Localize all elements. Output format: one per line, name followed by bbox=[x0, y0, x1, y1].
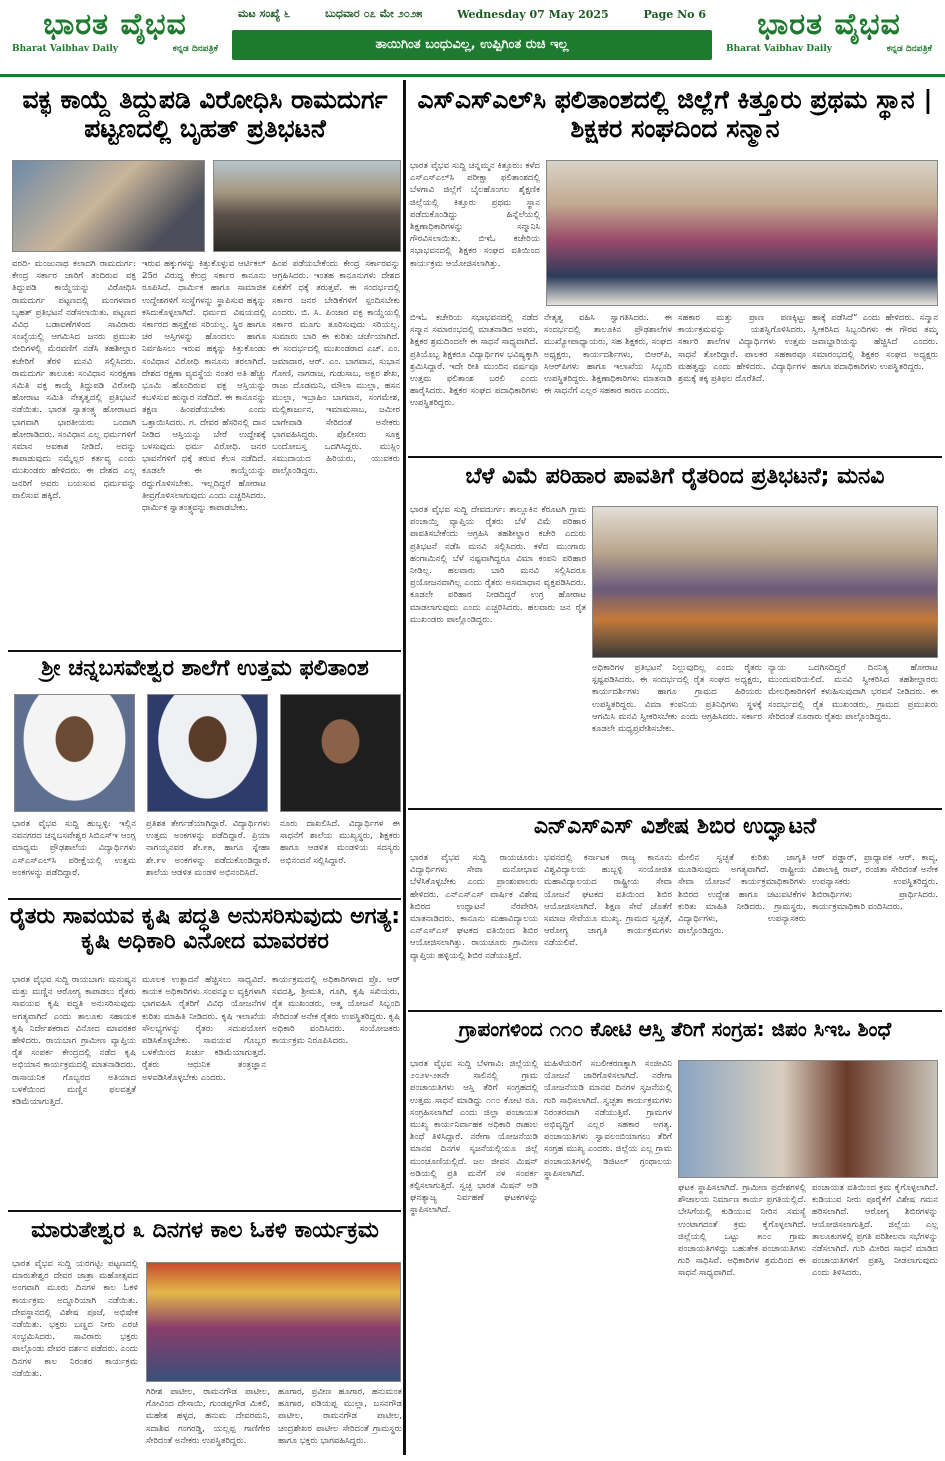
nss-body-col2: ಭವನದಲ್ಲಿ ಕರ್ನಾಟಕ ರಾಜ್ಯ ಕಾನೂನು ವಿಶ್ವವಿದ್ಯಾಲಯ ಹುಬ್ಬಳ್ಳಿ ಸಂಯೋಜಿತ ಮಹಾವಿದ್ಯಾಲಯದ ರಾಷ್ಟ್ರೀಯ ಸೇವಾ ಯೋಜನೆ ಘಟಕದ ವತಿಯಿಂದ ಶಿಬಿರ ಆಯೋಜಿಸಲಾಗಿದೆ. ಶಿಕ್ಷಣ ಸೇವೆ ಜೊತೆಗೆ ಸಮಾಜ ಸೇವೆಯೂ ಮುಖ್ಯ. ಗ್ರಾಮದ ಸ್ವಚ್ಛತೆ, ಆರೋಗ್ಯ ಜಾಗೃತಿ ಕಾರ್ಯಕ್ರಮಗಳು ನಡೆಯಲಿವೆ. bbox=[544, 853, 672, 949]
waqf-body-col3: ಹಿಂಪ ಪಡೆಯಬೇಕೆಂದು ಕೇಂದ್ರ ಸರ್ಕಾರವನ್ನು ಆಗ್ರಹಿಸಿದರು. ಇಂತಹ ಕಾನೂನುಗಳು ದೇಶದ ಏಕತೆಗೆ ಧಕ್ಕೆ ತರುತ್ತವೆ. ಈ ಸಂದರ್ಭದಲ್ಲಿ ಸರ್ಕಾರ ಜನರ ಬೇಡಿಕೆಗಳಿಗೆ ಸ್ಪಂದಿಸಬೇಕು ಎಂದರು. ಬಿ. ಸಿ. ಪಿಂಜಾರ ವಕ್ಫ ಕಾಯ್ದೆಯಲ್ಲಿ ಸರ್ಕಾರ ಮೂಗು ತೂರಿಸುವುದು ಸರಿಯಲ್ಲ. ಸುಮಾರು ಬಾರಿ ಈ ಕುರಿತು ಚರ್ಚೆಯಾಗಿದೆ. ಈ ಸಂದರ್ಭದಲ್ಲಿ ಮುಖಂಡರಾದ ಎಚ್. ಎಂ. ಜಮಾದಾರ, ಆರ್. ಎಂ. ಬಾಗವಾನ, ಸುಭಾನ ಗೋಣಿ, ನಾಗರಾಜ, ಗುಡುಸಾಬ, ಅಕ್ಬರ ಶೇಖ, ರಾಜು ದೊಡಮನಿ, ಮೌಲಾ ಮುಲ್ಲಾ, ಹಸನ ಮುಲ್ಲಾ, ಇಬ್ರಾಹಿಂ ಬಾಗವಾನ, ಸಂಗಮೇಶ, ಮಲ್ಲಿಕಾರ್ಜುನ, ಇಮಾಮಸಾಬ, ಜಮೀರ ಬಾಗೇವಾಡಿ ಸೇರಿದಂತೆ ಅನೇಕರು ಭಾಗವಹಿಸಿದ್ದರು. ಪೊಲೀಸರು ಸೂಕ್ತ ಬಂದೋಬಸ್ತ ಒದಗಿಸಿದ್ದರು. ಮುಸ್ಲಿಂ ಸಮುದಾಯದ ಹಿರಿಯರು, ಯುವಕರು ಪಾಲ್ಗೊಂಡಿದ್ದರು. bbox=[272, 259, 400, 477]
headline-gram-panchayat-tax: ಗ್ರಾಪಂಗಳಿಂದ ೧೧೦ ಕೋಟಿ ಆಸ್ತಿ ತೆರಿಗೆ ಸಂಗ್ರಹ: ಜಿಪಂ ಸಿಇಒ ಶಿಂಧೆ bbox=[458, 1017, 892, 1041]
photo-sslc-felicitation bbox=[546, 160, 938, 306]
divider bbox=[8, 1210, 401, 1212]
photo-waqf-delegation bbox=[12, 160, 205, 252]
sslc-body-col3: ಸಹಕಾರ ಮತ್ತು ಪ್ರಾಣ ಪಣಕ್ಕಿಟ್ಟು ಕಾರ್ಯಕ್ರಮವನ್ನು ಯಶಸ್ವಿಗೊಳಿಸಿದರು. ಸರ್ಕಾರಿ ಶಾಲೆಗಳ ವಿದ್ಯಾರ್ಥಿಗಳು ಉತ್ತಮ ಸಾಧನೆ ತೋರಿದ್ದಾರೆ. ಪಾಲಕರ ಸಹಕಾರವೂ ಮಹತ್ವದ್ದು ಎಂದು ಹೇಳಿದರು. ವಿದ್ಯಾರ್ಥಿಗಳ ಶ್ರಮಕ್ಕೆ ತಕ್ಕ ಪ್ರತಿಫಲ ದೊರೆತಿದೆ. bbox=[678, 313, 806, 385]
logo-sub-kn: ಕನ್ನಡ ದಿನಪತ್ರಿಕೆ bbox=[172, 44, 218, 54]
sslc-body-col1: ಬಿಇಓ ಕಚೇರಿಯ ಸಭಾಭವನದಲ್ಲಿ ನಡೆದ ಸನ್ಮಾನ ಸಮಾರಂಭದಲ್ಲಿ ಮಾತನಾಡಿದ ಅವರು, ಶಿಕ್ಷಕರ ಶ್ರಮದಿಂದಲೇ ಈ ಸಾಧನೆ ಸಾಧ್ಯವಾಗಿದೆ. ಪ್ರತಿಯೊಬ್ಬ ಶಿಕ್ಷಕರೂ ವಿದ್ಯಾರ್ಥಿಗಳ ಭವಿಷ್ಯಕ್ಕಾಗಿ ಶ್ರಮಿಸಿದ್ದಾರೆ. ಇದೇ ರೀತಿ ಮುಂದಿನ ವರ್ಷವೂ ಉತ್ತಮ ಫಲಿತಾಂಶ ಬರಲಿ ಎಂದು ಹಾರೈಸಿದರು. ಶಿಕ್ಷಕರ ಸಂಘದ ಪದಾಧಿಕಾರಿಗಳು ಉಪಸ್ಥಿತರಿದ್ದರು. bbox=[410, 313, 538, 409]
sslc-body-col4: ಹಾಕ್ಕೆ ಪಡೆಸಿದೆ” ಎಂದು ಹೇಳಿದರು. ಸನ್ಮಾನ ಸ್ವೀಕರಿಸಿದ ಸಿಬ್ಬಂದಿಗಳು ಈ ಗೌರವ ತಮ್ಮ ಜವಾಬ್ದಾರಿಯನ್ನು ಹೆಚ್ಚಿಸಿದೆ ಎಂದರು. ಸಮಾರಂಭದಲ್ಲಿ ಶಿಕ್ಷಕರ ಸಂಘದ ಅಧ್ಯಕ್ಷರು ಹಾಗೂ ಪದಾಧಿಕಾರಿಗಳು ಉಪಸ್ಥಿತರಿದ್ದರು. bbox=[812, 313, 938, 372]
grapa-body-col2: ಮಹಿಳೆಯರಿಗೆ ಸಬಲೀಕರಣಕ್ಕಾಗಿ ಸಂಜೀವಿನಿ ಯೋಜನೆ ಜಾರಿಗೊಳಿಸಲಾಗಿದೆ. ನರೇಗಾ ಯೋಜನೆಯಡಿ ಮಾನವ ದಿನಗಳ ಸೃಜನೆಯಲ್ಲಿ ಗುರಿ ಸಾಧಿಸಲಾಗಿದೆ. ಸ್ವಚ್ಛತಾ ಕಾರ್ಯಕ್ರಮಗಳು ನಿರಂತರವಾಗಿ ನಡೆಯುತ್ತಿವೆ. ಗ್ರಾಮಗಳ ಅಭಿವೃದ್ಧಿಗೆ ಎಲ್ಲರ ಸಹಕಾರ ಅಗತ್ಯ. ಪಂಚಾಯತಿಗಳು ಸ್ವಾವಲಂಬಿಯಾಗಲು ತೆರಿಗೆ ಸಂಗ್ರಹ ಮುಖ್ಯ ಎಂದರು. ಜಿಲ್ಲೆಯ ಎಲ್ಲ ಗ್ರಾಮ ಪಂಚಾಯತಿಗಳಲ್ಲಿ ಡಿಜಿಟಲ್ ಗ್ರಂಥಾಲಯ ಸ್ಥಾಪಿಸಲಾಗಿದೆ. bbox=[544, 1059, 672, 1179]
grapa-body-col3: ಘಟಕ ಸ್ಥಾಪಿಸಲಾಗಿದೆ. ಗ್ರಾಮೀಣ ಪ್ರದೇಶಗಳಲ್ಲಿ ಶೌಚಾಲಯ ನಿರ್ಮಾಣ ಕಾರ್ಯ ಪ್ರಗತಿಯಲ್ಲಿದೆ. ಬೇಸಿಗೆಯಲ್ಲಿ ಕುಡಿಯುವ ನೀರಿನ ಸಮಸ್ಯೆ ಉಂಟಾಗದಂತೆ ಕ್ರಮ ಕೈಗೊಳ್ಳಲಾಗಿದೆ. ಜಿಲ್ಲೆಯಲ್ಲಿ ಒಟ್ಟು ೫೦೦ ಗ್ರಾಮ ಪಂಚಾಯತಿಗಳಿದ್ದು ಬಹುತೇಕ ಪಂಚಾಯತಿಗಳು ಗುರಿ ಸಾಧಿಸಿವೆ. ಅಧಿಕಾರಿಗಳ ಶ್ರಮದಿಂದ ಈ ಸಾಧನೆ ಸಾಧ್ಯವಾಗಿದೆ. bbox=[678, 1183, 806, 1279]
photo-farmers-protest bbox=[592, 506, 938, 658]
logo-text: ಭಾರತ ವೈಭವ bbox=[43, 7, 187, 42]
masthead-strip bbox=[232, 4, 712, 66]
headline-maruteshwar: ಮಾರುತೇಶ್ವರ ೩ ದಿನಗಳ ಕಾಲ ಓಕಳಿ ಕಾರ್ಯಕ್ರಮ bbox=[31, 1218, 379, 1243]
headline-waqf: ವಕ್ಫ ಕಾಯ್ದೆ ತಿದ್ದುಪಡಿ ವಿರೋಧಿಸಿ ರಾಮದುರ್ಗ ಪಟ್ಟಣದಲ್ಲಿ ಬೃಹತ್ ಪ್ರತಿಭಟನೆ bbox=[22, 85, 388, 143]
divider bbox=[8, 898, 401, 900]
headline-nss-camp: ಎನ್‌ಎಸ್‌ಎಸ್ ವಿಶೇಷ ಶಿಬಿರ ಉದ್ಘಾಟನೆ bbox=[533, 814, 817, 839]
date-kannada: ಬುಧವಾರ ೦೭ ಮೇ ೨೦೨೫ bbox=[324, 7, 423, 20]
tagline: ತಾಯಿಗಿಂತ ಬಂಧುವಿಲ್ಲ, ಉಪ್ಪಿಗಿಂತ ರುಚಿ ಇಲ್ಲ bbox=[232, 30, 712, 60]
masthead-logo-left bbox=[6, 6, 224, 66]
nss-body-col1: ಭಾರತ ವೈಭವ ಸುದ್ದಿ ರಾಯಚೂರು: ವಿದ್ಯಾರ್ಥಿಗಳು ಸೇವಾ ಮನೋಭಾವ ಬೆಳೆಸಿಕೊಳ್ಳಬೇಕು ಎಂದು ಪ್ರಾಂಶುಪಾಲರು ಹೇಳಿದರು. ಎನ್‌ಎಸ್‌ಎಸ್ ವಾರ್ಷಿಕ ವಿಶೇಷ ಶಿಬಿರದ ಉದ್ಘಾಟನೆ ನೆರವೇರಿಸಿ ಮಾತನಾಡಿದರು. ಕಾನೂನು ಮಹಾವಿದ್ಯಾಲಯ ಎನ್‌ಎಸ್‌ಎಸ್ ಘಟಕದ ವತಿಯಿಂದ ಶಿಬಿರ ಆಯೋಜಿಸಲಾಗಿತ್ತು. ರಾಯಚೂರು ಗ್ರಾಮೀಣ ವ್ಯಾಪ್ತಿಯ ಹಳ್ಳಿಯಲ್ಲಿ ಶಿಬಿರ ನಡೆಯುತ್ತಿದೆ. bbox=[410, 853, 538, 961]
column-divider bbox=[403, 80, 406, 1455]
channa-body-col2: ಪ್ರತಿಶತ ತೇರ್ಗಡೆಯಾಗಿದ್ದಾರೆ. ವಿದ್ಯಾರ್ಥಿಗಳು ಉತ್ತಮ ಅಂಕಗಳನ್ನು ಪಡೆದಿದ್ದಾರೆ. ಪ್ರಿಯಾ ನಾಗಯ್ಯನವರ ಶೇ.೯೫, ಹಾಗೂ ಸ್ನೇಹಾ ಶೇ.೯೪ ಅಂಕಗಳನ್ನು ಪಡೆದುಕೊಂಡಿದ್ದಾರೆ. ಶಾಲೆಯ ಆಡಳಿತ ಮಂಡಳಿ ಅಭಿನಂದಿಸಿದೆ. bbox=[146, 819, 270, 878]
maruti-body-col1: ಭಾರತ ವೈಭವ ಸುದ್ದಿ ಯರಗಟ್ಟಿ: ಪಟ್ಟಣದಲ್ಲಿ ಮಾರುತೇಶ್ವರ ದೇವರ ಜಾತ್ರಾ ಮಹೋತ್ಸವದ ಅಂಗವಾಗಿ ಮೂರು ದಿನಗಳ ಕಾಲ ಓಕಳಿ ಕಾರ್ಯಕ್ರಮ ಅದ್ದೂರಿಯಾಗಿ ನಡೆಯಿತು. ದೇವಸ್ಥಾನದಲ್ಲಿ ವಿಶೇಷ ಪೂಜೆ, ಅಭಿಷೇಕ ನಡೆಯಿತು. ಭಕ್ತರು ಬಣ್ಣದ ನೀರು ಎರಚಿ ಸಂಭ್ರಮಿಸಿದರು. ಸಾವಿರಾರು ಭಕ್ತರು ಪಾಲ್ಗೊಂಡು ದೇವರ ದರ್ಶನ ಪಡೆದರು. ಎಂದು ದಿನಗಳ ಕಾಲ ನಿರಂತರ ಕಾರ್ಯಕ್ರಮ ನಡೆಯಿತು. bbox=[12, 1259, 138, 1379]
divider bbox=[408, 1010, 942, 1012]
channa-body-col1: ಭಾರತ ವೈಭವ ಸುದ್ದಿ ಹುಬ್ಬಳ್ಳಿ: ಇಲ್ಲಿನ ನವನಗರದ ಚನ್ನಬಸವೇಶ್ವರ ಸಿಬಿಎಸ್‌ಇ ಆಂಗ್ಲ ಮಾಧ್ಯಮ ಪ್ರೌಢಶಾಲೆಯ ವಿದ್ಯಾರ್ಥಿಗಳು ಎಸ್‌ಎಸ್‌ಎಲ್‌ಸಿ ಪರೀಕ್ಷೆಯಲ್ಲಿ ಉತ್ತಮ ಅಂಕಗಳನ್ನು ಪಡೆದಿದ್ದಾರೆ. bbox=[12, 819, 136, 878]
nss-body-col3: ಮೇಲಿನ ಸ್ವಚ್ಛತೆ ಕುರಿತು ಜಾಗೃತಿ ಮೂಡಿಸುವುದು ಅಗತ್ಯವಾಗಿದೆ. ರಾಷ್ಟ್ರೀಯ ಸೇವಾ ಯೋಜನೆ ಕಾರ್ಯಕ್ರಮಾಧಿಕಾರಿಗಳು ಶಿಬಿರದ ಉದ್ದೇಶ ಹಾಗೂ ಚಟುವಟಿಕೆಗಳ ಕುರಿತು ಮಾಹಿತಿ ನೀಡಿದರು. ಗ್ರಾಮಸ್ಥರು, ವಿದ್ಯಾರ್ಥಿಗಳು, ಉಪನ್ಯಾಸಕರು ಪಾಲ್ಗೊಂಡಿದ್ದರು. bbox=[678, 853, 806, 937]
date-english: Wednesday 07 May 2025 bbox=[457, 7, 609, 21]
photo-ceo-shinde bbox=[678, 1060, 938, 1178]
logo-text: ಭಾರತ ವೈಭವ bbox=[757, 7, 901, 42]
waqf-body-col1: ವರದಿ- ಮಂಜುನಾಥ ಕಲಾದಗಿ ರಾಮದುರ್ಗ: ಕೇಂದ್ರ ಸರ್ಕಾರ ಜಾರಿಗೆ ತಂದಿರುವ ವಕ್ಫ ತಿದ್ದುಪಡಿ ಕಾಯ್ದೆಯನ್ನು ವಿರೋಧಿಸಿ ರಾಮದುರ್ಗ ಪಟ್ಟಣದಲ್ಲಿ ಮಂಗಳವಾರ ಬೃಹತ್ ಪ್ರತಿಭಟನೆ ನಡೆಸಲಾಯಿತು. ಪಟ್ಟಣದ ವಿವಿಧ ಬಡಾವಣೆಗಳಿಂದ ಸಾವಿರಾರು ಸಂಖ್ಯೆಯಲ್ಲಿ ಆಗಮಿಸಿದ ಜನರು ಪ್ರಮುಖ ಬೀದಿಗಳಲ್ಲಿ ಮೆರವಣಿಗೆ ನಡೆಸಿ ತಹಶೀಲ್ದಾರ ಕಚೇರಿಗೆ ತೆರಳಿ ಮನವಿ ಸಲ್ಲಿಸಿದರು. ರಾಮದುರ್ಗ ತಾಲೂಕು ಸಂವಿಧಾನ ಸಂರಕ್ಷಣಾ ಸಮಿತಿ ವಕ್ಫ ಕಾಯ್ದೆ ತಿದ್ದುಪಡಿ ವಿರೋಧಿ ಹೋರಾಟ ಸಮಿತಿ ನೇತೃತ್ವದಲ್ಲಿ ಪ್ರತಿಭಟನೆ ನಡೆಯಿತು. ಭಾರತ ಸ್ವಾತಂತ್ರ್ಯ ಹೋರಾಟದ ಭಾಗವಾಗಿ ಭಾರತೀಯರು ಒಂದಾಗಿ ಹೋರಾಡಿದರು. ಸಂವಿಧಾನ ಎಲ್ಲ ಧರ್ಮಗಳಿಗೆ ಸಮಾನ ಅವಕಾಶ ನೀಡಿದೆ. ಅದನ್ನು ಕಾಪಾಡುವುದು ನಮ್ಮೆಲ್ಲರ ಕರ್ತವ್ಯ ಎಂದು ಮುಖಂಡರು ಹೇಳಿದರು. ಈ ದೇಶದ ಎಲ್ಲ ಜನರಿಗೆ ಅವರು ಬಯಸುವ ಧರ್ಮವನ್ನು ಪಾಲಿಸುವ ಹಕ್ಕಿದೆ. bbox=[12, 259, 136, 501]
photo-student-1 bbox=[14, 694, 135, 812]
photo-waqf-protest-crowd bbox=[213, 160, 401, 252]
masthead-logo-right bbox=[720, 6, 938, 66]
divider bbox=[408, 808, 942, 810]
headline-crop-insurance: ಬೆಳೆ ವಿಮೆ ಪರಿಹಾರ ಪಾವತಿಗೆ ರೈತರಿಂದ ಪ್ರತಿಭಟನೆ; ಮನವಿ bbox=[465, 464, 885, 489]
page-number: Page No 6 bbox=[643, 7, 706, 21]
headline-organic-farming: ರೈತರು ಸಾವಯವ ಕೃಷಿ ಪದ್ಧತಿ ಅನುಸರಿಸುವುದು ಅಗತ್ಯ: ಕೃಷಿ ಅಧಿಕಾರಿ ವಿನೋದ ಮಾವರಕರ bbox=[10, 904, 400, 955]
masthead-rule bbox=[0, 74, 945, 77]
logo-sub-kn: ಕನ್ನಡ ದಿನಪತ್ರಿಕೆ bbox=[886, 44, 932, 54]
photo-student-2 bbox=[147, 694, 268, 812]
grapa-body-col4: ಪಂಚಾಯತ ವತಿಯಿಂದ ಕ್ರಮ ಕೈಗೊಳ್ಳಲಾಗಿದೆ. ಕುಡಿಯುವ ನೀರು ಪೂರೈಕೆಗೆ ವಿಶೇಷ ಗಮನ ಹರಿಸಲಾಗಿದೆ. ಆರೋಗ್ಯ ಶಿಬಿರಗಳನ್ನು ಆಯೋಜಿಸಲಾಗುತ್ತಿದೆ. ಜಿಲ್ಲೆಯ ಎಲ್ಲ ತಾಲೂಕುಗಳಲ್ಲಿ ಪ್ರಗತಿ ಪರಿಶೀಲನಾ ಸಭೆಗಳನ್ನು ನಡೆಸಲಾಗಿದೆ. ಗುರಿ ಮೀರಿದ ಸಾಧನೆ ಮಾಡಿದ ಪಂಚಾಯತಿಗಳಿಗೆ ಪ್ರಶಸ್ತಿ ನೀಡಲಾಗುವುದು ಎಂದು ತಿಳಿಸಿದರು. bbox=[812, 1183, 938, 1279]
bele-body-col2: ಅಧಿಕಾರಿಗಳ ಪ್ರತಿಭಟನೆ ನಿಲ್ಲುವುದಿಲ್ಲ ಎಂದು ರೈತರು ಸ್ಪಷ್ಟಪಡಿಸಿದರು. ಈ ಸಂದರ್ಭದಲ್ಲಿ ರೈತ ಸಂಘದ ಅಧ್ಯಕ್ಷರು, ಕಾರ್ಯದರ್ಶಿಗಳು ಹಾಗೂ ಗ್ರಾಮದ ಹಿರಿಯರು ಉಪಸ್ಥಿತರಿದ್ದರು. ವಿಮಾ ಕಂಪನಿಯ ಪ್ರತಿನಿಧಿಗಳು ಸ್ಥಳಕ್ಕೆ ಆಗಮಿಸಿ ಮನವಿ ಸ್ವೀಕರಿಸಬೇಕು ಎಂದು ಆಗ್ರಹಿಸಿದರು. ಸರ್ಕಾರ ಕೂಡಲೇ ಮಧ್ಯಪ್ರವೇಶಿಸಬೇಕು. bbox=[592, 663, 762, 735]
logo-sub-en: Bharat Vaibhav Daily bbox=[12, 44, 118, 54]
nss-body-col4: ಆರ್ ಪಡ್ಡಾರ್, ಪ್ರಾಧ್ಯಾಪಕ ಆರ್. ಕಾವ್ಯ, ವಿಶಾಲಾಕ್ಷಿ ರಾವ್, ರಂಜಿತಾ ಸೇರಿದಂತೆ ಅನೇಕ ಉಪನ್ಯಾಸಕರು ಉಪಸ್ಥಿತರಿದ್ದರು. ಶಿಬಿರಾರ್ಥಿಗಳು ಪ್ರಾರ್ಥಿಸಿದರು. ಕಾರ್ಯಕ್ರಮಾಧಿಕಾರಿ ವಂದಿಸಿದರು. bbox=[812, 853, 938, 912]
divider bbox=[408, 456, 942, 458]
maruti-caption-col1: ಗಿರೀಶ ಪಾಟೀಲ, ರಾಮನಗೌಡ ಪಾಟೀಲ, ಗೋವಿಂದ ದೇಸಾಯಿ, ಗುಂಡಪ್ಪಗೌಡ ಮಿಕಲಿ, ಮಹೇಶ ಹಳ್ಳದ, ಹನುಮ ದೇವರಮನಿ, ಸದಾಶಿವ ಗಂಗರಡ್ಡಿ, ಯಲ್ಲಪ್ಪ ಗಾಣಿಗೇರ ಸೇರಿದಂತೆ ಅನೇಕರು ಉಪಸ್ಥಿತರಿದ್ದರು. bbox=[146, 1387, 270, 1446]
logo-sub-en: Bharat Vaibhav Daily bbox=[726, 44, 832, 54]
bele-body-col3: ನ್ಯಾಯ ಒದಗಿಸದಿದ್ದರೆ ದಿನನಿತ್ಯ ಹೋರಾಟ ಮುಂದುವರಿಯಲಿದೆ. ಮನವಿ ಸ್ವೀಕರಿಸಿದ ತಹಶೀಲ್ದಾರರು ಮೇಲಧಿಕಾರಿಗಳಿಗೆ ಕಳುಹಿಸುವುದಾಗಿ ಭರವಸೆ ನೀಡಿದರು. ಈ ಸಂದರ್ಭದಲ್ಲಿ ರೈತ ಮುಖಂಡರು, ಗ್ರಾಮದ ಪ್ರಮುಖರು ಸೇರಿದಂತೆ ನೂರಾರು ರೈತರು ಪಾಲ್ಗೊಂಡಿದ್ದರು. bbox=[768, 663, 938, 722]
raitha-body-col2: ಮೂಲಕ ಉತ್ಪಾದನೆ ಹೆಚ್ಚಿಸಲು ಸಾಧ್ಯವಿದೆ. ಕಾಯಕ ಅಧಿಕಾರಿಗಳು ಸಂಪನ್ಮೂಲ ವ್ಯಕ್ತಿಗಳಾಗಿ ಭಾಗವಹಿಸಿ ರೈತರಿಗೆ ವಿವಿಧ ಯೋಜನೆಗಳ ಕುರಿತು ಮಾಹಿತಿ ನೀಡಿದರು. ಕೃಷಿ ಇಲಾಖೆಯ ಸೌಲಭ್ಯಗಳನ್ನು ರೈತರು ಸದುಪಯೋಗ ಪಡಿಸಿಕೊಳ್ಳಬೇಕು. ಸಾವಯವ ಗೊಬ್ಬರ ಬಳಕೆಯಿಂದ ಖರ್ಚು ಕಡಿಮೆಯಾಗುತ್ತದೆ. ರೈತರು ಆಧುನಿಕ ತಂತ್ರಜ್ಞಾನ ಅಳವಡಿಸಿಕೊಳ್ಳಬೇಕು ಎಂದರು. bbox=[142, 975, 266, 1083]
sslc-body-col2: ನೇತೃತ್ವ ವಹಿಸಿ ಸ್ವಾಗತಿಸಿದರು. ಈ ಸಂದರ್ಭದಲ್ಲಿ ತಾಲೂಕಿನ ಪ್ರೌಢಶಾಲೆಗಳ ಮುಖ್ಯೋಪಾಧ್ಯಾಯರು, ಸಹ ಶಿಕ್ಷಕರು, ಸಂಘದ ಅಧ್ಯಕ್ಷರು, ಕಾರ್ಯದರ್ಶಿಗಳು, ಬಿಆರ್‌ಪಿ, ಸಿಆರ್‌ಪಿಗಳು ಹಾಗೂ ಇಲಾಖೆಯ ಸಿಬ್ಬಂದಿ ಉಪಸ್ಥಿತರಿದ್ದರು. ಶಿಕ್ಷಣಾಧಿಕಾರಿಗಳು ಮಾತನಾಡಿ ಈ ಸಾಧನೆಗೆ ಎಲ್ಲರ ಸಹಕಾರ ಕಾರಣ ಎಂದರು. bbox=[544, 313, 672, 397]
photo-student-3 bbox=[280, 694, 401, 812]
grapa-body-col1: ಭಾರತ ವೈಭವ ಸುದ್ದಿ ಬೆಳಗಾವಿ: ಜಿಲ್ಲೆಯಲ್ಲಿ ೨೦೨೪-೨೫ನೇ ಸಾಲಿನಲ್ಲಿ ಗ್ರಾಮ ಪಂಚಾಯತಿಗಳು ಆಸ್ತಿ ತೆರಿಗೆ ಸಂಗ್ರಹದಲ್ಲಿ ಉತ್ತಮ ಸಾಧನೆ ಮಾಡಿದ್ದು ೧೧೦ ಕೋಟಿ ರೂ. ಸಂಗ್ರಹಿಸಲಾಗಿದೆ ಎಂದು ಜಿಲ್ಲಾ ಪಂಚಾಯತ ಮುಖ್ಯ ಕಾರ್ಯನಿರ್ವಾಹಕ ಅಧಿಕಾರಿ ರಾಹುಲ ಶಿಂಧೆ ತಿಳಿಸಿದ್ದಾರೆ. ನರೇಗಾ ಯೋಜನೆಯಡಿ ಮಾನವ ದಿನಗಳ ಸೃಜನೆಯಲ್ಲಿಯೂ ಜಿಲ್ಲೆ ಮುಂಚೂಣಿಯಲ್ಲಿದೆ. ಜಲ ಜೀವನ ಮಿಷನ್ ಅಡಿಯಲ್ಲಿ ಪ್ರತಿ ಮನೆಗೆ ನಳ ಸಂಪರ್ಕ ಕಲ್ಪಿಸಲಾಗುತ್ತಿದೆ. ಸ್ವಚ್ಛ ಭಾರತ ಮಿಷನ್ ಅಡಿ ಘನತ್ಯಾಜ್ಯ ನಿರ್ವಹಣೆ ಘಟಕಗಳನ್ನು ಸ್ಥಾಪಿಸಲಾಗಿದೆ. bbox=[410, 1059, 538, 1216]
headline-channabasaveshwara: ಶ್ರೀ ಚನ್ನಬಸವೇಶ್ವರ ಶಾಲೆಗೆ ಉತ್ತಮ ಫಲಿತಾಂಶ bbox=[41, 656, 369, 681]
channa-body-col3: ನೂರು ದಾಖಲಿಸಿದೆ. ವಿದ್ಯಾರ್ಥಿಗಳ ಈ ಸಾಧನೆಗೆ ಶಾಲೆಯ ಮುಖ್ಯಸ್ಥರು, ಶಿಕ್ಷಕರು ಹಾಗೂ ಆಡಳಿತ ಮಂಡಳಿಯ ಸದಸ್ಯರು ಅಭಿನಂದನೆ ಸಲ್ಲಿಸಿದ್ದಾರೆ. bbox=[280, 819, 400, 866]
sslc-intro: ಭಾರತ ವೈಭವ ಸುದ್ದಿ ಚನ್ನಮ್ಮನ ಕಿತ್ತೂರು: ಕಳೆದ ಎಸ್‌ಎಸ್‌ಎಲ್‌ಸಿ ಪರೀಕ್ಷಾ ಫಲಿತಾಂಶದಲ್ಲಿ ಬೆಳಗಾವಿ ಜಿಲ್ಲೆಗೆ ಬೈಲಹೊಂಗಲ ಶೈಕ್ಷಣಿಕ ಜಿಲ್ಲೆಯಲ್ಲಿ ಕಿತ್ತೂರು ಪ್ರಥಮ ಸ್ಥಾನ ಪಡೆದುಕೊಂಡಿದ್ದು ಹಿನ್ನೆಲೆಯಲ್ಲಿ ಶಿಕ್ಷಣಾಧಿಕಾರಿಗಳನ್ನು ಸನ್ಮಾನಿಸಿ ಗೌರವಿಸಲಾಯಿತು. ಬಿಇಓ ಕಚೇರಿಯ ಸಭಾಭವನದಲ್ಲಿ ಶಿಕ್ಷಕರ ಸಂಘದ ವತಿಯಿಂದ ಕಾರ್ಯಕ್ರಮ ಆಯೋಜಿಸಲಾಗಿತ್ತು. bbox=[410, 161, 540, 269]
divider bbox=[8, 650, 401, 652]
bele-body-col1: ಭಾರತ ವೈಭವ ಸುದ್ದಿ ದೇವದುರ್ಗ: ತಾಲ್ಲೂಕಿನ ಕೆರೂಟಗಿ ಗ್ರಾಮ ಪಂಚಾಯ್ತಿ ವ್ಯಾಪ್ತಿಯ ರೈತರು ಬೆಳೆ ವಿಮೆ ಪರಿಹಾರ ಪಾವತಿಸಬೇಕೆಂದು ಆಗ್ರಹಿಸಿ ತಹಶೀಲ್ದಾರ ಕಚೇರಿ ಎದುರು ಪ್ರತಿಭಟನೆ ನಡೆಸಿ ಮನವಿ ಸಲ್ಲಿಸಿದರು. ಕಳೆದ ಮುಂಗಾರು ಹಂಗಾಮಿನಲ್ಲಿ ಬೆಳೆ ನಷ್ಟವಾಗಿದ್ದರೂ ವಿಮಾ ಕಂಪನಿ ಪರಿಹಾರ ನೀಡಿಲ್ಲ. ಹಲವಾರು ಬಾರಿ ಮನವಿ ಸಲ್ಲಿಸಿದರೂ ಪ್ರಯೋಜನವಾಗಿಲ್ಲ ಎಂದು ರೈತರು ಅಸಮಾಧಾನ ವ್ಯಕ್ತಪಡಿಸಿದರು. ಕೂಡಲೇ ಪರಿಹಾರ ನೀಡದಿದ್ದರೆ ಉಗ್ರ ಹೋರಾಟ ಮಾಡಲಾಗುವುದು ಎಂದು ಎಚ್ಚರಿಸಿದರು. ಹಲವಾರು ಜನ ರೈತ ಮುಖಂಡರು ಪಾಲ್ಗೊಂಡಿದ್ದರು. bbox=[410, 505, 586, 625]
maruti-caption-col2: ಹೂಗಾರ, ಪ್ರವೀಣ ಹೂಗಾರ, ಹನುಮಂತ ಹೂಗಾರ, ಪಡಿಯಪ್ಪ ಮುಲ್ಲಾ, ಬಸನಗೌಡ ಪಾಟೀಲ, ರಾಮನಗೌಡ ಪಾಟೀಲ, ಚಂದ್ರಶೇಖರ ಪಾಟೀಲ ಸೇರಿದಂತೆ ಗ್ರಾಮಸ್ಥರು ಹಾಗೂ ಭಕ್ತರು ಭಾಗವಹಿಸಿದ್ದರು. bbox=[278, 1387, 402, 1446]
raitha-body-col3: ಕಾರ್ಯಕ್ರಮದಲ್ಲಿ ಅಧಿಕಾರಿಗಳಾದ ಪ್ರೊ. ಆರ್ ಸವದತ್ತಿ, ಶ್ರೀಮತಿ, ಗೂಗಿ, ಕೃಷಿ ಸಖಿಯರು, ರೈತ ಮುಖಂಡರು, ಆತ್ಮ ಯೋಜನೆ ಸಿಬ್ಬಂದಿ ಸೇರಿದಂತೆ ಅನೇಕ ರೈತರು ಉಪಸ್ಥಿತರಿದ್ದರು. ಕೃಷಿ ಅಧಿಕಾರಿ ವಂದಿಸಿದರು. ಸಂಯೋಜಕರು ಕಾರ್ಯಕ್ರಮ ನಿರೂಪಿಸಿದರು. bbox=[272, 975, 400, 1047]
waqf-body-col2: ಇರುವ ಹಕ್ಕುಗಳನ್ನು ಕಿತ್ತುಕೊಳ್ಳುವ ಆರ್ಟಿಕಲ್ 25ರ ವಿರುದ್ಧ ಕೇಂದ್ರ ಸರ್ಕಾರ ಕಾನೂನು ರೂಪಿಸಿದೆ. ಧಾರ್ಮಿಕ ಹಾಗೂ ಸಾಮಾಜಿಕ ಉದ್ದೇಶಗಳಿಗೆ ಸಂಸ್ಥೆಗಳನ್ನು ಸ್ಥಾಪಿಸುವ ಹಕ್ಕನ್ನು ಕಸಿದುಕೊಳ್ಳಲಾಗಿದೆ. ಧರ್ಮದ ವಿಷಯದಲ್ಲಿ ಸರ್ಕಾರದ ಹಸ್ತಕ್ಷೇಪ ಸರಿಯಲ್ಲ. ಸ್ಥಿರ ಹಾಗೂ ಚರ ಆಸ್ತಿಗಳನ್ನು ಹೊಂದಲು ಹಾಗೂ ನಿರ್ವಹಿಸಲು ಇರುವ ಹಕ್ಕನ್ನು ಕಿತ್ತುಕೊಂಡು ಸಂವಿಧಾನ ವಿರೋಧಿ ಕಾನೂನು ತರಲಾಗಿದೆ. ದೇಶದ ರಕ್ಷಣಾ ವ್ಯವಸ್ಥೆಯ ನಂತರ ಅತಿ ಹೆಚ್ಚು ಭೂಮಿ ಹೊಂದಿರುವ ವಕ್ಫ ಆಸ್ತಿಯನ್ನು ಕಬಳಿಸುವ ಹುನ್ನಾರ ನಡೆದಿದೆ. ಈ ಕಾನೂನನ್ನು ತಕ್ಷಣ ಹಿಂಪಡೆಯಬೇಕು ಎಂದು ಒತ್ತಾಯಿಸಿದರು. ಗ. ದೇವರ ಹೆಸರಿನಲ್ಲಿ ದಾನ ನೀಡಿದ ಆಸ್ತಿಯನ್ನು ಬೇರೆ ಉದ್ದೇಶಕ್ಕೆ ಬಳಸುವುದು ಧರ್ಮ ವಿರೋಧಿ. ಜನರ ಭಾವನೆಗಳಿಗೆ ಧಕ್ಕೆ ತರುವ ಕೆಲಸ ನಡೆದಿದೆ. ಕೂಡಲೇ ಈ ಕಾಯ್ದೆಯನ್ನು ರದ್ದುಗೊಳಿಸಬೇಕು. ಇಲ್ಲದಿದ್ದರೆ ಹೋರಾಟ ತೀವ್ರಗೊಳಿಸಲಾಗುವುದು ಎಂದು ಎಚ್ಚರಿಸಿದರು. ಧಾರ್ಮಿಕ ಸ್ವಾತಂತ್ರ್ಯವನ್ನು ಕಾಪಾಡಬೇಕು. bbox=[142, 259, 266, 514]
photo-okali-festival bbox=[146, 1262, 401, 1382]
headline-sslc: ಎಸ್‌ಎಸ್‌ಎಲ್‌ಸಿ ಫಲಿತಾಂಶದಲ್ಲಿ ಜಿಲ್ಲೆಗೆ ಕಿತ್ತೂರು ಪ್ರಥಮ ಸ್ಥಾನ | ಶಿಕ್ಷಕರ ಸಂಘದಿಂದ ಸನ್ಮಾನ bbox=[417, 85, 933, 143]
volume: ಮಟ ಸಂಖ್ಯೆ ೬ bbox=[238, 7, 291, 20]
raitha-body-col1: ಭಾರತ ವೈಭವ ಸುದ್ದಿ ರಾಯಬಾಗ: ಮನುಷ್ಯನ ಮತ್ತು ಮಣ್ಣಿನ ಆರೋಗ್ಯ ಕಾಪಾಡಲು ರೈತರು ಸಾವಯವ ಕೃಷಿ ಪದ್ಧತಿ ಅನುಸರಿಸುವುದು ಅಗತ್ಯವಾಗಿದೆ ಎಂದು ತಾಲೂಕು ಸಹಾಯಕ ಕೃಷಿ ನಿರ್ದೇಶಕರಾದ ವಿನೋದ ಮಾವರಕರ ಹೇಳಿದರು. ರಾಯಬಾಗ ಗ್ರಾಮೀಣ ವ್ಯಾಪ್ತಿಯ ರೈತ ಸಂಪರ್ಕ ಕೇಂದ್ರದಲ್ಲಿ ನಡೆದ ಕೃಷಿ ಅಭಿಯಾನ ಕಾರ್ಯಕ್ರಮದಲ್ಲಿ ಮಾತನಾಡಿದರು. ರಾಸಾಯನಿಕ ಗೊಬ್ಬರದ ಅತಿಯಾದ ಬಳಕೆಯಿಂದ ಮಣ್ಣಿನ ಫಲವತ್ತತೆ ಕಡಿಮೆಯಾಗುತ್ತಿದೆ. bbox=[12, 975, 136, 1108]
